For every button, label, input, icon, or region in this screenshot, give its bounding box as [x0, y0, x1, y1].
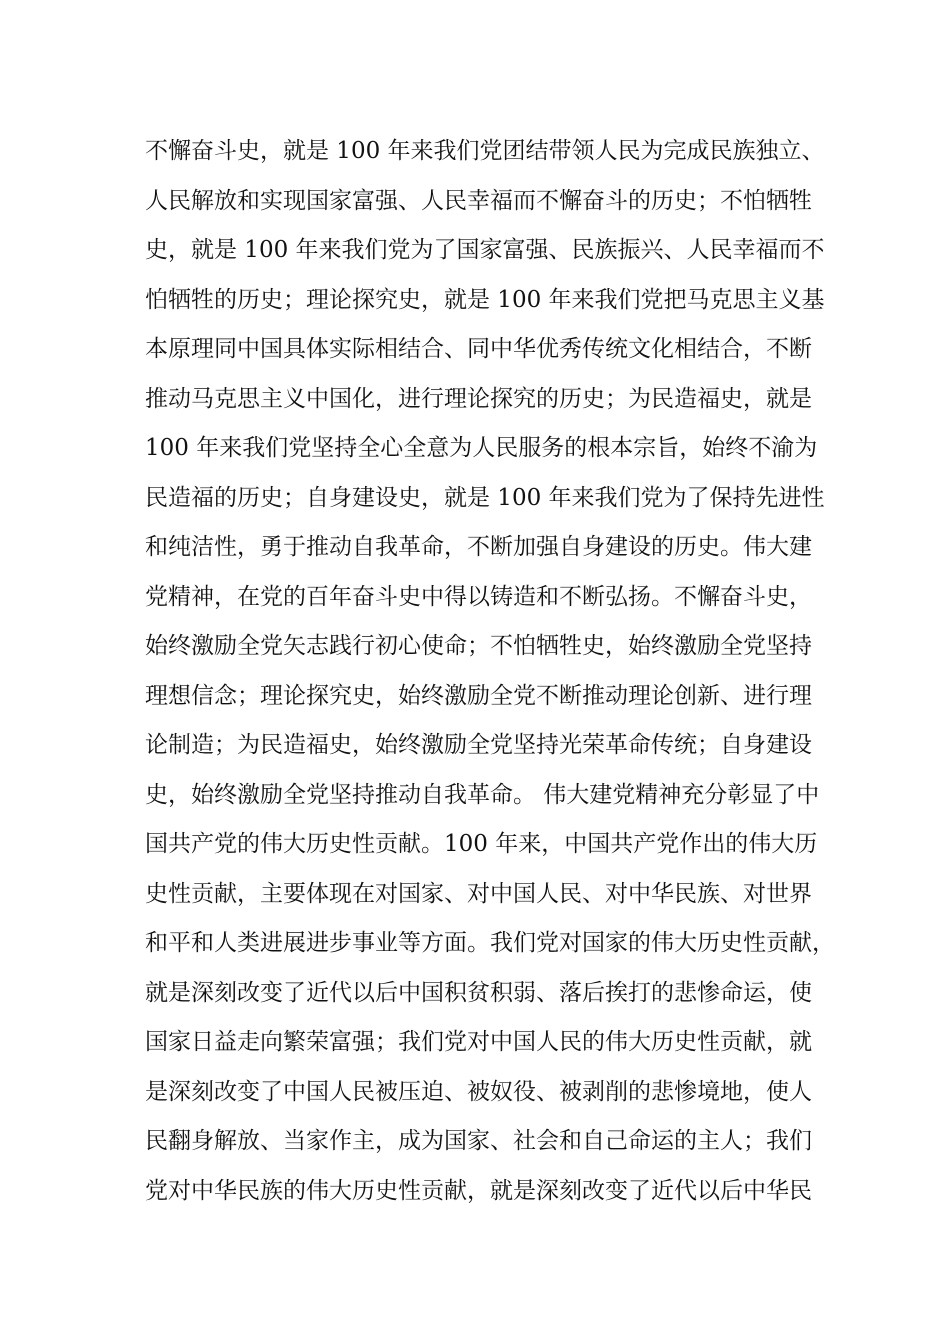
text-line: 党对中华民族的伟大历史性贡献，就是深刻改变了近代以后中华民 [145, 1177, 812, 1204]
text-line: 论制造；为民造福史，始终激励全党坚持光荣革命传统；自身建设 [145, 732, 812, 758]
text-line: 人民解放和实现国家富强、人民幸福而不懈奋斗的历史；不怕牺牲 [145, 187, 812, 214]
text-line: 怕牺牲的历史；理论探究史，就是 100 年来我们党把马克思主义基 [145, 286, 825, 313]
text-line: 史性贡献，主要体现在对国家、对中国人民、对中华民族、对世界 [145, 880, 812, 907]
text-line: 就是深刻改变了近代以后中国积贫积弱、落后挨打的悲惨命运，使 [145, 979, 812, 1006]
text-line: 和平和人类进展进步事业等方面。我们党对国家的伟大历史性贡献， [145, 930, 835, 956]
text-line: 民翻身解放、当家作主，成为国家、社会和自己命运的主人；我们 [145, 1128, 812, 1154]
text-line: 史，就是 100 年来我们党为了国家富强、民族振兴、人民幸福而不 [145, 237, 825, 263]
text-line: 本原理同中国具体实际相结合、同中华优秀传统文化相结合，不断 [145, 336, 812, 362]
text-line: 民造福的历史；自身建设史，就是 100 年来我们党为了保持先进性 [145, 484, 825, 511]
text-line: 理想信念；理论探究史，始终激励全党不断推动理论创新、进行理 [145, 682, 812, 709]
text-line: 100 年来我们党坚持全心全意为人民服务的根本宗旨，始终不渝为 [145, 435, 818, 461]
text-line: 国家日益走向繁荣富强；我们党对中国人民的伟大历史性贡献，就 [145, 1029, 812, 1055]
text-line: 不懈奋斗史，就是 100 年来我们党团结带领人民为完成民族独立、 [145, 138, 825, 164]
text-line: 国共产党的伟大历史性贡献。100 年来，中国共产党作出的伟大历 [145, 831, 818, 857]
body-text [145, 127, 835, 1216]
text-line: 和纯洁性，勇于推动自我革命，不断加强自身建设的历史。伟大建 [145, 534, 812, 560]
text-line: 史，始终激励全党坚持推动自我革命。 伟大建党精神充分彰显了中 [145, 781, 820, 808]
text-line: 党精神，在党的百年奋斗史中得以铸造和不断弘扬。不懈奋斗史， [145, 583, 812, 610]
text-line: 始终激励全党矢志践行初心使命；不怕牺牲史，始终激励全党坚持 [145, 633, 812, 659]
text-line: 推动马克思主义中国化，进行理论探究的历史；为民造福史，就是 [145, 385, 812, 412]
text-line: 是深刻改变了中国人民被压迫、被奴役、被剥削的悲惨境地，使人 [145, 1078, 812, 1105]
